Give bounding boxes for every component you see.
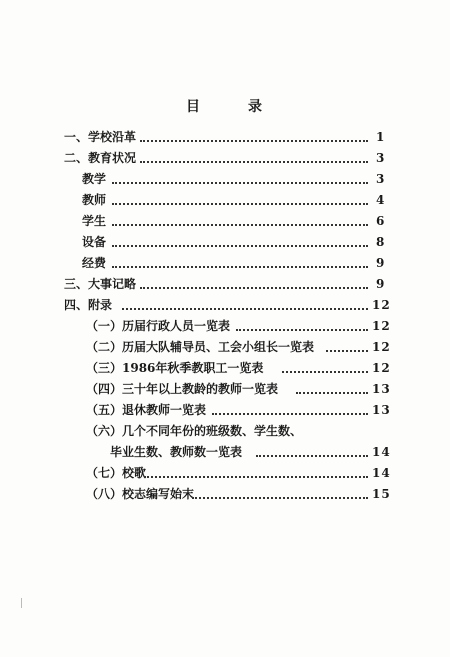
toc-entry-label: （八）校志编写始末 <box>86 484 196 504</box>
dot-leader <box>296 392 368 394</box>
toc-entry-label: 毕业生数、教师数一览表 <box>110 442 244 462</box>
toc-entry-label: 一、学校沿革 <box>64 127 138 147</box>
toc-entry-history <box>0 127 450 147</box>
dot-leader <box>140 140 368 142</box>
toc-title-left: 目 <box>186 99 200 115</box>
dot-leader <box>112 224 368 226</box>
toc-entry-page: 14 <box>372 445 391 459</box>
toc-entry-students <box>0 211 450 231</box>
toc-entry-appendix-2 <box>0 337 450 357</box>
toc-entry-page: 12 <box>372 298 391 312</box>
toc-entry-label: 四、附录 <box>64 295 114 315</box>
toc-entry-appendix <box>0 295 450 315</box>
toc-entry-page: 13 <box>372 382 391 396</box>
toc-entry-appendix-6-line1 <box>0 421 450 441</box>
dot-leader <box>192 497 368 499</box>
toc-entry-label: 学生 <box>82 211 108 231</box>
toc-entry-label: 教师 <box>82 190 108 210</box>
toc-entry-page: 12 <box>372 361 391 375</box>
toc-entry-teachers <box>0 190 450 210</box>
toc-entry-equipment <box>0 232 450 252</box>
toc-entry-label: 二、教育状况 <box>64 148 138 168</box>
dot-leader <box>112 266 368 268</box>
toc-entry-page: 12 <box>372 340 391 354</box>
toc-entry-label: （二）历届大队辅导员、工会小组长一览表 <box>86 337 316 357</box>
toc-entry-teaching <box>0 169 450 189</box>
toc-entry-appendix-7 <box>0 463 450 483</box>
dot-leader <box>326 350 368 352</box>
toc-entry-label: 三、大事记略 <box>64 274 138 294</box>
toc-entry-appendix-4 <box>0 379 450 399</box>
toc-entry-label: 设备 <box>82 232 108 252</box>
toc-title-right: 录 <box>248 99 262 115</box>
toc-entry-page: 9 <box>376 277 386 291</box>
toc-entry-page: 14 <box>372 466 391 480</box>
dot-leader <box>122 308 368 310</box>
toc-entry-label: （三）1986年秋季教职工一览表 <box>86 358 265 378</box>
dot-leader <box>112 182 368 184</box>
toc-entry-appendix-1 <box>0 316 450 336</box>
toc-entry-page: 6 <box>376 214 386 228</box>
toc-entry-page: 8 <box>376 235 386 249</box>
dot-leader <box>236 329 368 331</box>
dot-leader <box>282 371 368 373</box>
toc-entry-page: 3 <box>376 172 386 186</box>
toc-entry-appendix-3 <box>0 358 450 378</box>
toc-entry-label: 经费 <box>82 253 108 273</box>
toc-entry-page: 15 <box>372 487 391 501</box>
toc-entry-label: （六）几个不同年份的班级数、学生数、 <box>86 424 303 438</box>
toc-entry-label: （七）校歌 <box>86 463 148 483</box>
toc-entry-label: （一）历届行政人员一览表 <box>86 316 232 336</box>
toc-entry-label: （五）退休教师一览表 <box>86 400 208 420</box>
toc-entry-label: 教学 <box>82 169 108 189</box>
dot-leader <box>140 161 368 163</box>
toc-entry-page: 4 <box>376 193 386 207</box>
toc-entry-appendix-5 <box>0 400 450 420</box>
toc-entry-funds <box>0 253 450 273</box>
dot-leader <box>140 287 368 289</box>
dot-leader <box>144 476 368 478</box>
toc-entry-events <box>0 274 450 294</box>
toc-entry-page: 9 <box>376 256 386 270</box>
toc-title <box>0 96 450 116</box>
toc-entry-page: 3 <box>376 151 386 165</box>
margin-mark <box>21 598 22 608</box>
toc-entry-page: 13 <box>372 403 391 417</box>
dot-leader <box>212 413 368 415</box>
toc-entry-education <box>0 148 450 168</box>
toc-entry-label: （四）三十年以上教龄的教师一览表 <box>86 379 280 399</box>
toc-entry-page: 12 <box>372 319 391 333</box>
dot-leader <box>112 203 368 205</box>
dot-leader <box>112 245 368 247</box>
toc-entry-appendix-6-line2 <box>0 442 450 462</box>
toc-entry-appendix-8 <box>0 484 450 504</box>
toc-entry-page: 1 <box>376 130 386 144</box>
dot-leader <box>256 455 368 457</box>
